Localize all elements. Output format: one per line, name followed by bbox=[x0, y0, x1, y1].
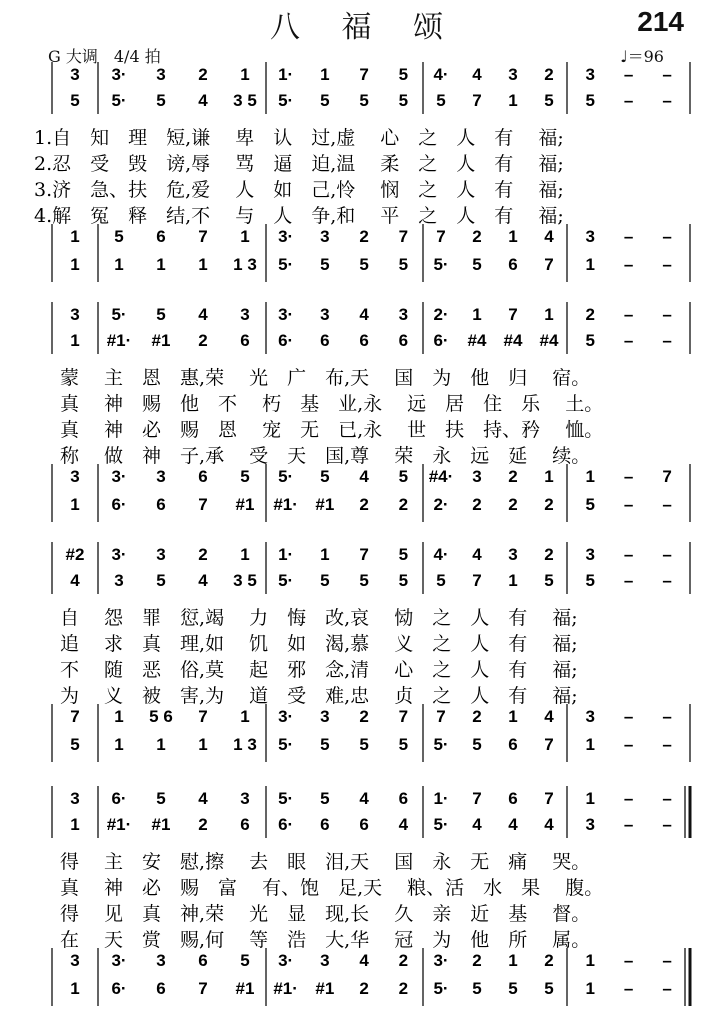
note: 1 bbox=[472, 305, 482, 324]
note: 5· bbox=[433, 255, 449, 274]
note: – bbox=[662, 495, 672, 514]
note: #1· bbox=[273, 495, 298, 514]
note: 5 bbox=[472, 979, 482, 998]
note: 5 bbox=[544, 979, 554, 998]
note: 1 bbox=[198, 255, 208, 274]
note: 2 bbox=[472, 495, 482, 514]
note: 7 bbox=[398, 227, 409, 246]
note: 3 bbox=[156, 65, 166, 84]
note: – bbox=[662, 707, 672, 726]
note: 5 bbox=[156, 571, 166, 590]
note: 3 bbox=[585, 815, 595, 834]
note: 6 bbox=[156, 979, 166, 998]
lyric-line: 自 怨 罪 愆,竭 力 悔 改,哀 恸 之 人 有 福; bbox=[60, 607, 578, 629]
note: 1 bbox=[585, 467, 595, 486]
note: 7 bbox=[198, 979, 208, 998]
note: 2 bbox=[398, 979, 409, 998]
note: 6 bbox=[320, 331, 330, 350]
note: 5 6 bbox=[149, 707, 173, 726]
note: 3 bbox=[508, 65, 518, 84]
note: 1 bbox=[508, 227, 518, 246]
note: 1 bbox=[114, 735, 124, 754]
key-signature: G 大调 4/4 拍 bbox=[48, 47, 161, 66]
note: 7 bbox=[359, 545, 369, 564]
note: 2 bbox=[198, 815, 208, 834]
note: 1· bbox=[278, 65, 294, 84]
note: 2 bbox=[544, 65, 554, 84]
note: – bbox=[623, 735, 634, 754]
note: – bbox=[662, 815, 672, 834]
note: 3 bbox=[320, 707, 330, 726]
note: – bbox=[623, 255, 634, 274]
note: 3 bbox=[70, 467, 80, 486]
note: 5 bbox=[398, 735, 409, 754]
note: – bbox=[662, 545, 672, 564]
note: 3 bbox=[114, 571, 124, 590]
note: 3 bbox=[156, 545, 166, 564]
note: 4 bbox=[359, 305, 369, 324]
note: 1 bbox=[114, 255, 124, 274]
note: 3 bbox=[320, 227, 330, 246]
note: 5 bbox=[544, 91, 554, 110]
note: 5· bbox=[278, 735, 294, 754]
note: 4 bbox=[198, 91, 208, 110]
lyric-line: 真 神 必 赐 富 有、饱 足,天 粮、活 水 果 腹。 bbox=[60, 877, 604, 899]
note: 1· bbox=[278, 545, 294, 564]
note: 3 bbox=[70, 789, 80, 808]
note: 2 bbox=[585, 305, 595, 324]
note: 5· bbox=[433, 815, 449, 834]
note: 5· bbox=[111, 91, 127, 110]
note: 1· bbox=[433, 789, 449, 808]
note: 7 bbox=[508, 305, 518, 324]
note: 6· bbox=[111, 495, 127, 514]
lyric-line: 真 神 赐 他 不 朽 基 业,永 远 居 住 乐 土。 bbox=[60, 393, 604, 415]
note: 5 bbox=[359, 571, 369, 590]
note: 4 bbox=[198, 789, 208, 808]
note: 5 bbox=[320, 91, 330, 110]
note: 2 bbox=[472, 227, 482, 246]
note: 5 bbox=[114, 227, 124, 246]
note: 5 bbox=[156, 305, 166, 324]
lyric-line: 追 求 真 理,如 饥 如 渴,慕 义 之 人 有 福; bbox=[60, 633, 578, 655]
note: 1 bbox=[585, 255, 595, 274]
note: 4 bbox=[359, 789, 369, 808]
note: 6· bbox=[278, 331, 294, 350]
note: 3 bbox=[585, 545, 595, 564]
note: 1 bbox=[544, 467, 554, 486]
note: 5· bbox=[278, 467, 294, 486]
note: 1 bbox=[198, 735, 208, 754]
note: 5 bbox=[320, 735, 330, 754]
note: 5 bbox=[70, 91, 80, 110]
note: 2 bbox=[359, 227, 369, 246]
note: #1 bbox=[151, 331, 171, 350]
note: 5· bbox=[433, 979, 449, 998]
note: 5 bbox=[398, 571, 409, 590]
note: – bbox=[623, 545, 634, 564]
note: 1 bbox=[320, 65, 330, 84]
note: 6 bbox=[156, 495, 166, 514]
note: 2 bbox=[544, 495, 554, 514]
note: 7 bbox=[398, 707, 409, 726]
note: 4· bbox=[433, 545, 449, 564]
note: 7 bbox=[436, 227, 446, 246]
note: #1· bbox=[106, 815, 132, 834]
lyric-line: 得 见 真 神,荣 光 显 现,长 久 亲 近 基 督。 bbox=[60, 903, 591, 925]
note: 6 bbox=[240, 331, 250, 350]
note: 5 bbox=[359, 255, 369, 274]
note: 3 5 bbox=[233, 571, 257, 590]
note: 1 bbox=[240, 707, 250, 726]
note: 4 bbox=[198, 305, 208, 324]
note: 3· bbox=[433, 951, 449, 970]
note: 2 bbox=[398, 495, 409, 514]
note: 3 bbox=[70, 305, 80, 324]
note: 3 bbox=[70, 951, 80, 970]
note: #1 bbox=[235, 979, 255, 998]
note: 5 bbox=[320, 789, 330, 808]
note: 2 bbox=[359, 495, 369, 514]
note: 1 bbox=[156, 735, 166, 754]
lyric-line: 3.济 急、扶 危,爱 人 如 己,怜 悯 之 人 有 福; bbox=[34, 179, 564, 201]
note: 5 bbox=[544, 571, 554, 590]
note: 5 bbox=[70, 735, 80, 754]
note: – bbox=[623, 331, 634, 350]
note: 2· bbox=[433, 495, 449, 514]
note: 5 bbox=[320, 255, 330, 274]
music-system-2 bbox=[0, 302, 724, 532]
note: 3· bbox=[278, 227, 294, 246]
note: 2 bbox=[508, 495, 518, 514]
note: 4 bbox=[544, 707, 554, 726]
note: 1 bbox=[544, 305, 554, 324]
note: 5· bbox=[111, 305, 127, 324]
note: 5 bbox=[156, 789, 166, 808]
note: 1 bbox=[70, 331, 80, 350]
music-system-3 bbox=[0, 542, 724, 772]
note: 3 bbox=[585, 65, 595, 84]
lyric-line: 真 神 必 赐 恩 宠 无 已,永 世 扶 持、矜 恤。 bbox=[60, 419, 604, 441]
note: 6 bbox=[359, 815, 369, 834]
note: 2 bbox=[198, 331, 208, 350]
note: 4 bbox=[508, 815, 518, 834]
note: 3 bbox=[240, 789, 250, 808]
note: 5 bbox=[585, 331, 595, 350]
note: 6· bbox=[433, 331, 449, 350]
music-system-4 bbox=[0, 786, 724, 1016]
note: 1 bbox=[70, 979, 80, 998]
note: 1 bbox=[508, 571, 518, 590]
note: – bbox=[623, 467, 634, 486]
note: 5 bbox=[240, 467, 250, 486]
note: 5 bbox=[320, 571, 330, 590]
note: 5 bbox=[398, 255, 409, 274]
note: 7 bbox=[544, 789, 554, 808]
note: – bbox=[662, 65, 672, 84]
note: 4 bbox=[544, 227, 554, 246]
note: 7 bbox=[472, 91, 482, 110]
note: 1 bbox=[240, 65, 250, 84]
note: – bbox=[662, 951, 672, 970]
note: 6· bbox=[111, 789, 127, 808]
note: 1 bbox=[585, 735, 595, 754]
note: 3 bbox=[398, 305, 409, 324]
note: 5 bbox=[585, 91, 595, 110]
note: 3 bbox=[156, 467, 166, 486]
note: 3 bbox=[472, 467, 482, 486]
note: – bbox=[662, 255, 672, 274]
note: 4 bbox=[198, 571, 208, 590]
lyric-line: 称 做 神 子,承 受 天 国,尊 荣 永 远 延 续。 bbox=[60, 445, 591, 467]
note: 6 bbox=[240, 815, 250, 834]
note: 6 bbox=[398, 789, 409, 808]
note: 7 bbox=[544, 255, 554, 274]
note: 3· bbox=[111, 951, 127, 970]
note: 3 bbox=[585, 707, 595, 726]
note: #4· bbox=[428, 467, 454, 486]
note: #4 bbox=[503, 331, 523, 350]
lyric-line: 不 随 恶 俗,莫 起 邪 念,清 心 之 人 有 福; bbox=[60, 659, 578, 681]
note: 1 bbox=[585, 979, 595, 998]
hymn-number: 214 bbox=[637, 6, 684, 37]
note: 3 bbox=[320, 305, 330, 324]
note: 2 bbox=[398, 951, 409, 970]
note: 5 bbox=[156, 91, 166, 110]
note: – bbox=[623, 789, 634, 808]
note: 4 bbox=[472, 545, 482, 564]
note: 1 bbox=[585, 789, 595, 808]
note: 1 3 bbox=[233, 735, 257, 754]
note: 2 bbox=[198, 545, 208, 564]
note: #1 bbox=[151, 815, 171, 834]
note: 1 bbox=[508, 91, 518, 110]
note: 7 bbox=[198, 707, 208, 726]
note: 2 bbox=[359, 707, 369, 726]
note: 2 bbox=[544, 951, 554, 970]
note: – bbox=[662, 331, 672, 350]
note: 1 bbox=[114, 707, 124, 726]
note: 1 bbox=[70, 227, 80, 246]
note: – bbox=[623, 65, 634, 84]
note: 2 bbox=[544, 545, 554, 564]
note: 7 bbox=[472, 571, 482, 590]
note: 1 3 bbox=[233, 255, 257, 274]
note: 1 bbox=[70, 495, 80, 514]
note: 3 5 bbox=[233, 91, 257, 110]
note: 2 bbox=[198, 65, 208, 84]
note: 5· bbox=[278, 255, 294, 274]
note: 6 bbox=[508, 789, 518, 808]
note: – bbox=[662, 305, 672, 324]
note: – bbox=[623, 495, 634, 514]
note: #1 bbox=[235, 495, 255, 514]
note: 6· bbox=[278, 815, 294, 834]
note: 6 bbox=[320, 815, 330, 834]
note: #4 bbox=[467, 331, 487, 350]
note: 7 bbox=[544, 735, 554, 754]
note: 4 bbox=[544, 815, 554, 834]
note: 2 bbox=[508, 467, 518, 486]
note: 7 bbox=[436, 707, 446, 726]
note: 5· bbox=[278, 91, 294, 110]
lyric-line: 在 天 赏 赐,何 等 浩 大,华 冠 为 他 所 属。 bbox=[60, 929, 591, 951]
note: 1 bbox=[156, 255, 166, 274]
note: 7 bbox=[472, 789, 482, 808]
note: – bbox=[662, 789, 672, 808]
note: #1 bbox=[315, 495, 335, 514]
hymn-title: 八 福 颂 bbox=[270, 10, 460, 45]
note: 1 bbox=[70, 255, 80, 274]
note: 5 bbox=[320, 467, 330, 486]
note: 7 bbox=[359, 65, 369, 84]
lyric-line: 蒙 主 恩 惠,荣 光 广 布,天 国 为 他 归 宿。 bbox=[60, 367, 591, 389]
note: #2 bbox=[65, 545, 85, 564]
note: 3· bbox=[111, 545, 127, 564]
note: – bbox=[623, 815, 634, 834]
note: 3· bbox=[111, 467, 127, 486]
lyric-line: 1.自 知 理 短,谦 卑 认 过,虚 心 之 人 有 福; bbox=[34, 127, 564, 149]
note: 6 bbox=[198, 951, 208, 970]
note: 1 bbox=[240, 227, 250, 246]
note: – bbox=[662, 227, 672, 246]
lyric-line: 为 义 被 害,为 道 受 难,忠 贞 之 人 有 福; bbox=[60, 685, 578, 707]
note: 5 bbox=[359, 91, 369, 110]
note: 5 bbox=[585, 495, 595, 514]
note: #1 bbox=[315, 979, 335, 998]
note: 5 bbox=[398, 467, 409, 486]
note: 4 bbox=[359, 951, 369, 970]
note: 2 bbox=[472, 707, 482, 726]
note: 6· bbox=[111, 979, 127, 998]
music-system-1 bbox=[0, 62, 724, 292]
note: 4 bbox=[472, 65, 482, 84]
note: 7 bbox=[70, 707, 80, 726]
note: 5 bbox=[585, 571, 595, 590]
note: #4 bbox=[539, 331, 559, 350]
note: – bbox=[623, 979, 634, 998]
lyric-line: 2.忍 受 毁 谤,辱 骂 逼 迫,温 柔 之 人 有 福; bbox=[34, 153, 564, 175]
note: 5 bbox=[398, 91, 409, 110]
note: 5· bbox=[278, 571, 294, 590]
note: 4 bbox=[472, 815, 482, 834]
note: 5 bbox=[472, 255, 482, 274]
note: 3 bbox=[70, 65, 80, 84]
note: – bbox=[623, 305, 634, 324]
note: 3· bbox=[111, 65, 127, 84]
note: 5 bbox=[508, 979, 518, 998]
note: – bbox=[623, 227, 634, 246]
note: – bbox=[662, 571, 672, 590]
note: 7 bbox=[198, 227, 208, 246]
quarter-note-icon: ♩ bbox=[620, 47, 628, 66]
note: 2 bbox=[359, 979, 369, 998]
note: – bbox=[623, 707, 634, 726]
note: 3· bbox=[278, 305, 294, 324]
note: – bbox=[623, 91, 634, 110]
note: 4 bbox=[398, 815, 409, 834]
note: 6 bbox=[198, 467, 208, 486]
note: 4· bbox=[433, 65, 449, 84]
note: 1 bbox=[240, 545, 250, 564]
note: 5 bbox=[398, 65, 409, 84]
note: 6 bbox=[508, 255, 518, 274]
note: – bbox=[623, 951, 634, 970]
note: 6 bbox=[398, 331, 409, 350]
note: 5· bbox=[433, 735, 449, 754]
note: 3 bbox=[585, 227, 595, 246]
note: 3· bbox=[278, 707, 294, 726]
note: 3 bbox=[320, 951, 330, 970]
note: 1 bbox=[70, 815, 80, 834]
note: 3 bbox=[156, 951, 166, 970]
note: 4 bbox=[70, 571, 80, 590]
note: 3· bbox=[278, 951, 294, 970]
note: – bbox=[662, 979, 672, 998]
note: #1· bbox=[273, 979, 298, 998]
note: – bbox=[623, 571, 634, 590]
tempo-value: ＝96 bbox=[627, 47, 664, 66]
note: 5 bbox=[398, 545, 409, 564]
note: 1 bbox=[585, 951, 595, 970]
lyric-line: 4.解 冤 释 结,不 与 人 争,和 平 之 人 有 福; bbox=[34, 205, 564, 227]
note: – bbox=[662, 91, 672, 110]
lyric-line: 得 主 安 慰,擦 去 眼 泪,天 国 永 无 痛 哭。 bbox=[60, 851, 591, 873]
note: 4 bbox=[359, 467, 369, 486]
note: 5 bbox=[436, 571, 446, 590]
note: 3 bbox=[240, 305, 250, 324]
note: 5 bbox=[359, 735, 369, 754]
note: 2 bbox=[472, 951, 482, 970]
note: 5 bbox=[436, 91, 446, 110]
note: 7 bbox=[198, 495, 208, 514]
note: #1· bbox=[106, 331, 132, 350]
note: 7 bbox=[662, 467, 672, 486]
note: 2· bbox=[433, 305, 449, 324]
note: 1 bbox=[508, 951, 518, 970]
note: 1 bbox=[508, 707, 518, 726]
note: – bbox=[662, 735, 672, 754]
note: 5· bbox=[278, 789, 294, 808]
note: 6 bbox=[156, 227, 166, 246]
note: 1 bbox=[320, 545, 330, 564]
note: 5 bbox=[472, 735, 482, 754]
note: 3 bbox=[508, 545, 518, 564]
note: 6 bbox=[359, 331, 369, 350]
note: 5 bbox=[240, 951, 250, 970]
note: 6 bbox=[508, 735, 518, 754]
